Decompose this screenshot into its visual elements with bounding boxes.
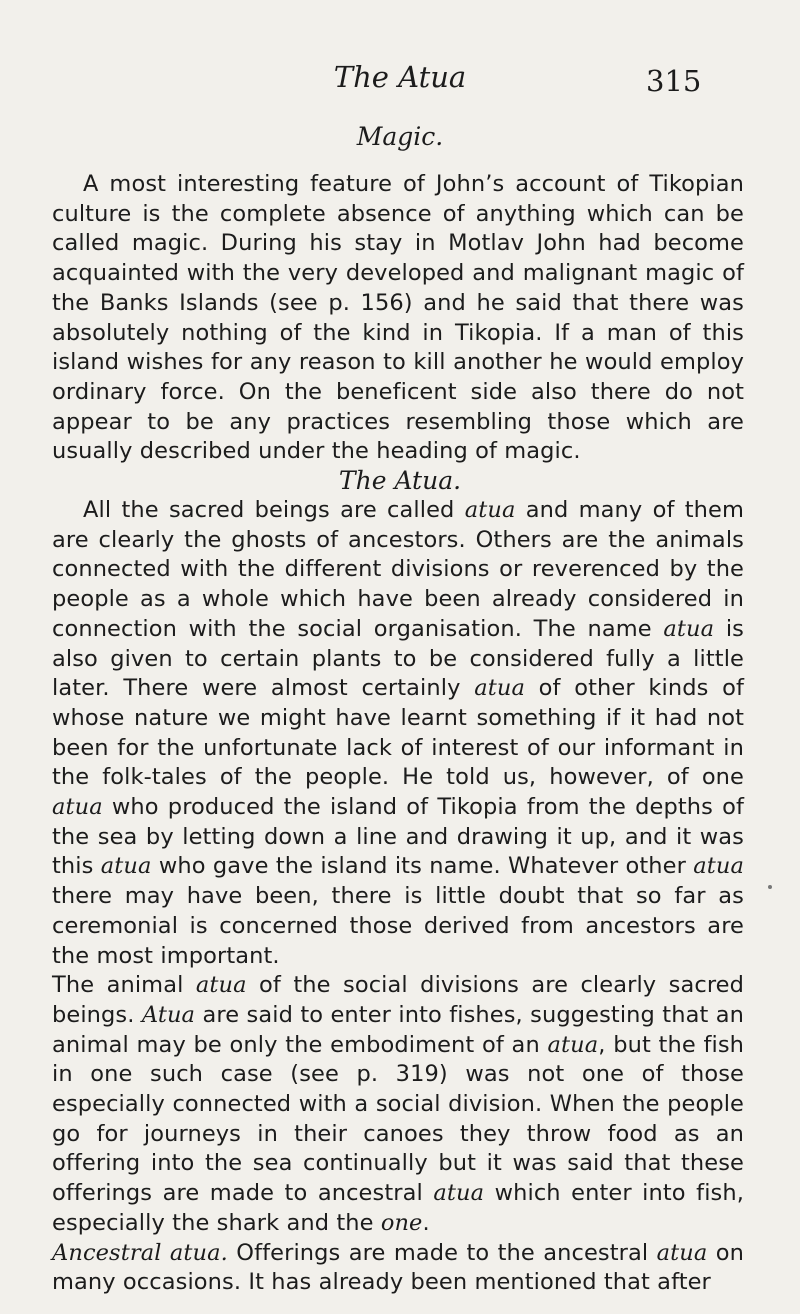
atua-paragraph-1: All the sacred beings are called atua and many of them are clearly the ghosts of ancestors. Others are the animals connected with the different divisions or reverenced by the people as a whole which have been already considered in connection with the social organisation. The name atua is also given to certain plants to be considered fully a little later. There were almost certainly atua of other kinds of whose nature we might have learnt something if it had not been for the unfortunate lack of interest of our informant in the folk-tales of the people. He told us, however, of one atua who produced the island of Tikopia from the depths of the sea by letting down a line and drawing it up, and it was this atua who gave the island its name. Whatever other atua there may have been, there is little doubt that so far as ceremonial is concerned those derived from ancestors are the most important. (52, 497, 745, 969)
margin-dot-mark (768, 885, 772, 889)
magic-paragraph: A most interesting feature of John’s account of Tikopian culture is the complete absence of anything which can be called magic. During his stay in Motlav John had become acquainted with the very developed and malignant magic of the Banks Islands (see p. 156) and he said that there was absolutely nothing of the kind in Tikopia. If a man of this island wishes for any reason to kill another he would employ ordinary force. On the beneficent side also there do not appear to be any practices resembling those which are usually described under the heading of magic. (52, 171, 744, 465)
page-number: 315 (646, 64, 702, 98)
magic-section-body (52, 170, 744, 467)
section-heading-atua: The Atua. (338, 466, 462, 495)
running-header-title: The Atua (333, 60, 467, 94)
section-heading-magic: Magic. (356, 122, 444, 151)
atua-paragraph-2: The animal atua of the social divisions are clearly sacred beings. Atua are said to enter into fishes, suggesting that an animal may be only the embodiment of an atua, but the fish in one such case (see p. 319) was not one of those especially connected with a social division. When the people go for journeys in their canoes they throw food as an offering into the sea continually but it was said that these offerings are made to ancestral atua which enter into fish, especially the shark and the one. (52, 972, 745, 1236)
atua-paragraph-3: Ancestral atua. Offerings are made to the ancestral atua on many occasions. It has already been mentioned that after (52, 1239, 744, 1296)
atua-section-body (52, 496, 744, 1298)
